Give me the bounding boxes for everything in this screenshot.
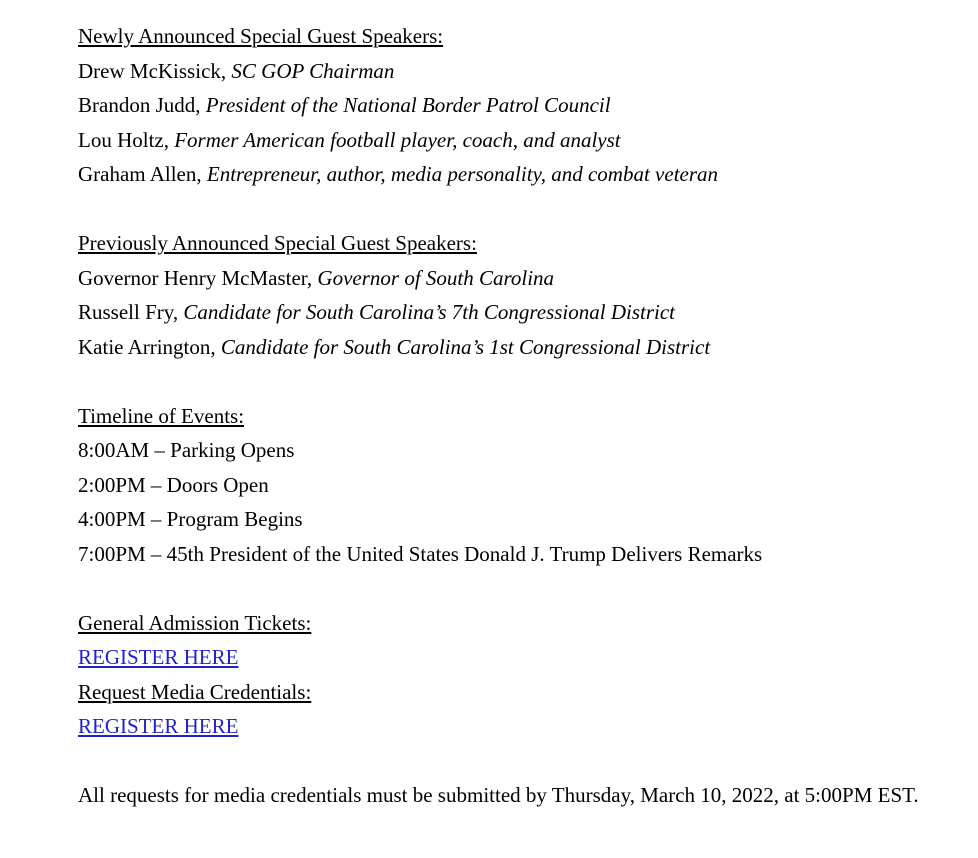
speaker-name: Graham Allen, (78, 162, 202, 186)
section-timeline (78, 399, 948, 572)
speaker-name: Brandon Judd, (78, 93, 201, 117)
speaker-line (78, 157, 948, 192)
speaker-line (78, 123, 948, 158)
timeline-event-line: 8:00AM – Parking Opens (78, 438, 295, 462)
speaker-name: Governor Henry McMaster, (78, 265, 313, 290)
speaker-line (78, 54, 948, 89)
section-registration (78, 606, 948, 744)
speaker-role: President of the National Border Patrol Council (205, 93, 611, 117)
speaker-line (78, 261, 948, 296)
section-newly-announced (78, 19, 948, 192)
newly-announced-heading: Newly Announced Special Guest Speakers: (78, 24, 444, 48)
speaker-role: Entrepreneur, author, media personality, and combat veteran (206, 162, 719, 186)
timeline-event-line: 7:00PM – 45th President of the United States Donald J. Trump Delivers Remarks (78, 541, 763, 566)
speaker-line (78, 330, 948, 365)
media-register-line (78, 709, 948, 744)
register-here-media-link[interactable]: REGISTER HERE (78, 714, 239, 738)
speaker-name: Russell Fry, (78, 300, 179, 324)
media-credentials-heading: Request Media Credentials: (78, 679, 312, 704)
speaker-name: Katie Arrington, (78, 334, 216, 359)
speaker-name: Lou Holtz, (78, 127, 169, 152)
timeline-heading: Timeline of Events: (78, 403, 245, 428)
timeline-event-line: 2:00PM – Doors Open (78, 472, 269, 497)
speaker-role: Candidate for South Carolina’s 7th Congressional District (183, 300, 676, 324)
register-here-general-link[interactable]: REGISTER HERE (78, 645, 239, 669)
general-register-line (78, 640, 948, 675)
speaker-role: Governor of South Carolina (317, 265, 555, 290)
speaker-role: SC GOP Chairman (231, 58, 395, 83)
speaker-line (78, 295, 948, 330)
speaker-role: Candidate for South Carolina’s 1st Congressional District (220, 334, 711, 359)
previously-announced-heading: Previously Announced Special Guest Speakers: (78, 231, 477, 255)
general-admission-heading: General Admission Tickets: (78, 610, 312, 635)
speaker-line (78, 88, 948, 123)
speaker-role: Former American football player, coach, and analyst (174, 127, 621, 152)
speaker-name: Drew McKissick, (78, 58, 227, 83)
section-previously-announced (78, 226, 948, 364)
media-deadline-note: All requests for media credentials must be submitted by Thursday, March 10, 2022, at 5:00PM EST. (78, 783, 919, 807)
timeline-event-line: 4:00PM – Program Begins (78, 507, 303, 531)
